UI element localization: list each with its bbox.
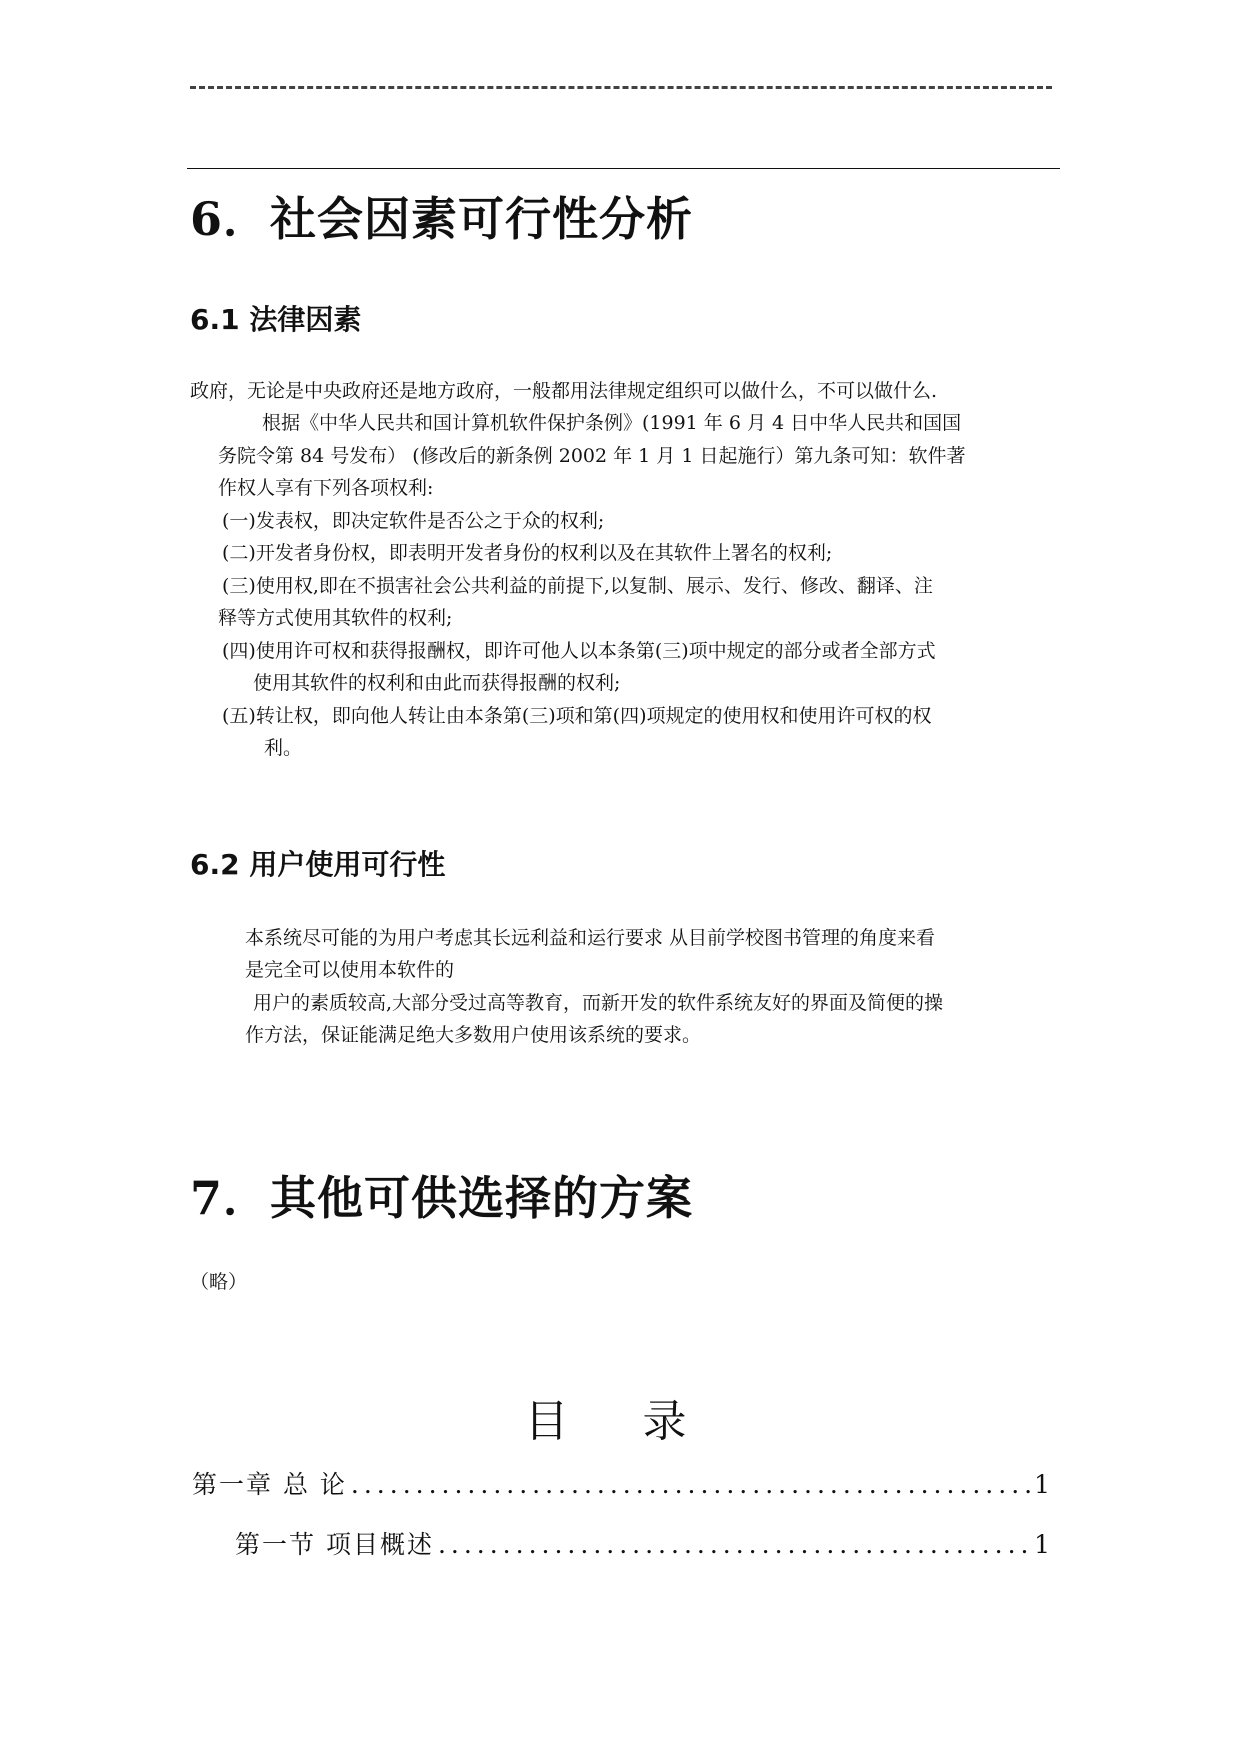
toc-title: 目 录 xyxy=(524,1396,717,1447)
paragraph-line: 务院令第 84 号发布） (修改后的新条例 2002 年 1 月 1 日起施行）第九条可知：软件著 xyxy=(218,445,966,467)
toc-entry-page: 1 xyxy=(1034,1470,1052,1499)
toc-leader-dots xyxy=(438,1530,1030,1559)
toc-entry-page: 1 xyxy=(1034,1530,1052,1559)
section-6-2-heading: 6.2 用户使用可行性 xyxy=(190,848,446,881)
paragraph-line: 释等方式使用其软件的权利; xyxy=(218,607,453,629)
section-6-heading: 6．社会因素可行性分析 xyxy=(190,192,694,246)
paragraph-line: 政府，无论是中央政府还是地方政府，一般都用法律规定组织可以做什么，不可以做什么. xyxy=(190,380,938,402)
paragraph-line: 是完全可以使用本软件的 xyxy=(245,959,455,981)
section-7-heading: 7．其他可供选择的方案 xyxy=(190,1171,694,1225)
paragraph-line: 利。 xyxy=(264,737,303,759)
paragraph-line: 根据《中华人民共和国计算机软件保护条例》(1991 年 6 月 4 日中华人民共和国国 xyxy=(262,412,962,434)
section-6-1-heading: 6.1 法律因素 xyxy=(190,303,362,336)
paragraph-line: (四)使用许可权和获得报酬权，即许可他人以本条第(三)项中规定的部分或者全部方式 xyxy=(222,640,936,662)
paragraph-line: 作方法，保证能满足绝大多数用户使用该系统的要求。 xyxy=(245,1024,702,1046)
header-dashed-rule xyxy=(190,86,1052,89)
toc-entry[interactable] xyxy=(192,1465,1052,1501)
paragraph-line: 本系统尽可能的为用户考虑其长远利益和运行要求 从目前学校图书管理的角度来看 xyxy=(245,927,936,949)
toc-entry[interactable] xyxy=(235,1525,1052,1561)
paragraph-line: 使用其软件的权利和由此而获得报酬的权利; xyxy=(253,672,621,694)
toc-leader-dots xyxy=(351,1470,1030,1499)
paragraph-line: 用户的素质较高,大部分受过高等教育，而新开发的软件系统友好的界面及简便的操 xyxy=(253,992,944,1014)
toc-entry-label: 第一节 项目概述 xyxy=(235,1530,434,1559)
header-solid-rule xyxy=(187,168,1060,169)
section-7-note: （略） xyxy=(190,1271,248,1293)
paragraph-line: (一)发表权，即决定软件是否公之于众的权利; xyxy=(222,510,605,532)
paragraph-line: (三)使用权,即在不损害社会公共利益的前提下,以复制、展示、发行、修改、翻译、注 xyxy=(222,575,933,597)
paragraph-line: (五)转让权，即向他人转让由本条第(三)项和第(四)项规定的使用权和使用许可权的权 xyxy=(222,705,932,727)
paragraph-line: (二)开发者身份权，即表明开发者身份的权利以及在其软件上署名的权利; xyxy=(222,542,833,564)
toc-entry-label: 第一章 总 论 xyxy=(192,1470,347,1499)
paragraph-line: 作权人享有下列各项权利: xyxy=(218,477,434,499)
